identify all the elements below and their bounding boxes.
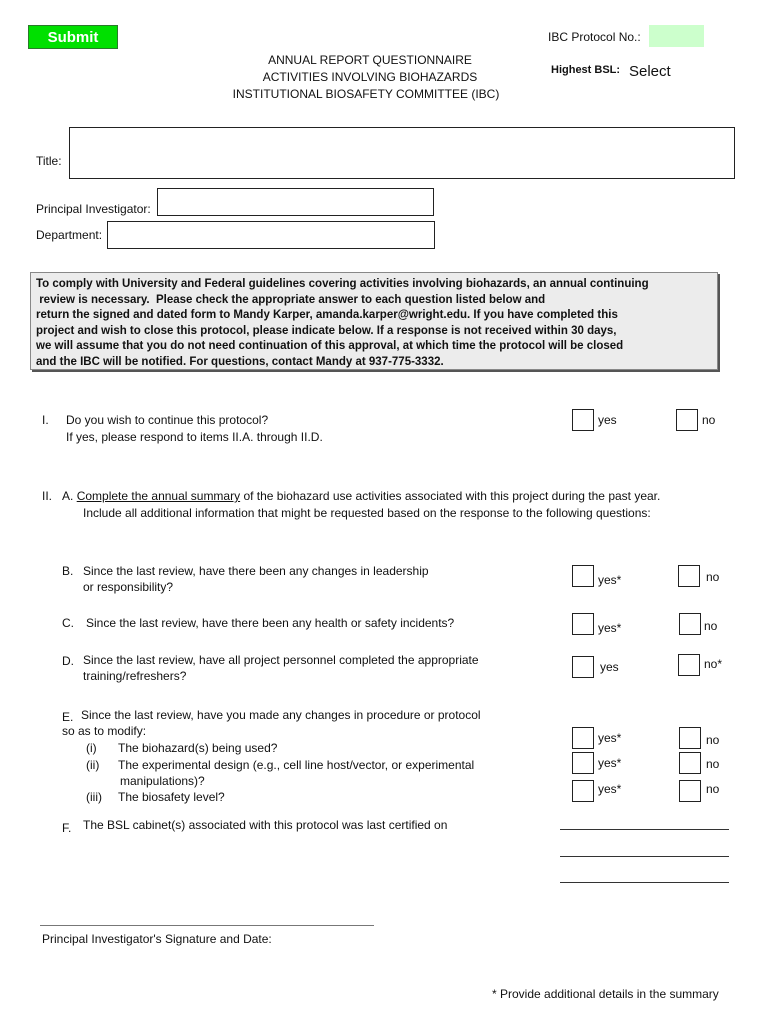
qe-iii-no-label: no <box>706 782 720 796</box>
question-2a-rest: of the biohazard use activities associated with this project during the past year. <box>240 489 661 503</box>
signature-label: Principal Investigator's Signature and Date: <box>42 932 272 946</box>
qb-yes-checkbox[interactable] <box>572 565 594 587</box>
question-c-letter: C. <box>62 616 74 630</box>
qe-iii-yes-label: yes* <box>598 782 622 796</box>
notice-line: and the IBC will be notified. For questions, contact Mandy at 937-775-3332. <box>36 355 444 368</box>
question-d-letter: D. <box>62 654 74 668</box>
question-1-note: If yes, please respond to items II.A. through II.D. <box>66 430 323 444</box>
highest-bsl-label: Highest BSL: <box>551 64 621 76</box>
qc-yes-label: yes* <box>598 621 622 635</box>
instructions-notice <box>30 272 718 370</box>
question-1-text: Do you wish to continue this protocol? <box>66 413 269 427</box>
certification-date-line[interactable] <box>560 856 729 857</box>
signature-line[interactable] <box>40 925 374 926</box>
notice-line: return the signed and dated form to Mandy Karper, amanda.karper@wright.edu. If you have completed this <box>36 309 618 321</box>
title-label: Title: <box>36 154 62 168</box>
q1-no-checkbox[interactable] <box>676 409 698 431</box>
title-input[interactable] <box>69 127 735 179</box>
qe-i-yes-checkbox[interactable] <box>572 727 594 749</box>
question-b-text-2: or responsibility? <box>83 580 174 594</box>
question-c-text: Since the last review, have there been any health or safety incidents? <box>86 616 455 630</box>
form-title-line-3: INSTITUTIONAL BIOSAFETY COMMITTEE (IBC) <box>232 87 500 101</box>
q1-yes-label: yes <box>598 413 617 427</box>
qe-ii-no-label: no <box>706 757 720 771</box>
qb-no-label: no <box>706 570 720 584</box>
question-e-item-text: The biosafety level? <box>118 790 225 804</box>
department-input[interactable] <box>107 221 435 249</box>
qd-no-checkbox[interactable] <box>678 654 700 676</box>
department-label: Department: <box>36 228 103 242</box>
question-e-item-text: manipulations)? <box>120 774 205 788</box>
question-e-item-text: The biohazard(s) being used? <box>118 741 278 755</box>
highest-bsl-select[interactable]: Select <box>629 63 671 80</box>
qe-i-no-label: no <box>706 733 720 747</box>
qd-yes-checkbox[interactable] <box>572 656 594 678</box>
pi-label: Principal Investigator: <box>36 202 151 216</box>
footnote: * Provide additional details in the summary <box>492 987 719 1001</box>
qe-ii-no-checkbox[interactable] <box>679 752 701 774</box>
question-e-item-number: (iii) <box>86 790 102 804</box>
certification-date-line[interactable] <box>560 882 729 883</box>
question-1-number: I. <box>42 413 49 427</box>
notice-line: review is necessary. Please check the appropriate answer to each question listed below and <box>36 293 546 306</box>
q1-no-label: no <box>702 413 716 427</box>
question-e-text-2: so as to modify: <box>62 724 147 738</box>
question-2a-letter: A. <box>62 489 74 503</box>
question-2a-line2: Include all additional information that might be requested based on the response to the following questions: <box>83 506 651 520</box>
notice-line: To comply with University and Federal guidelines covering activities involving biohazards, an annual continuing <box>36 278 649 290</box>
notice-line: we will assume that you do not need continuation of this approval, at which time the protocol will be closed <box>36 340 624 352</box>
qe-iii-no-checkbox[interactable] <box>679 780 701 802</box>
qe-ii-yes-checkbox[interactable] <box>572 752 594 774</box>
question-e-item-number: (i) <box>86 741 97 755</box>
question-f-letter: F. <box>62 821 72 835</box>
qc-yes-checkbox[interactable] <box>572 613 594 635</box>
qe-i-yes-label: yes* <box>598 731 622 745</box>
question-d-text-2: training/refreshers? <box>83 669 187 683</box>
q1-yes-checkbox[interactable] <box>572 409 594 431</box>
submit-button[interactable]: Submit <box>28 25 118 49</box>
question-2a-text <box>62 489 660 503</box>
qc-no-label: no <box>704 619 718 633</box>
qb-no-checkbox[interactable] <box>678 565 700 587</box>
question-2-number: II. <box>42 489 53 503</box>
annual-summary-link: Complete the annual summary <box>76 489 241 503</box>
qc-no-checkbox[interactable] <box>679 613 701 635</box>
form-title-line-2: ACTIVITIES INVOLVING BIOHAZARDS <box>262 70 478 84</box>
notice-line: project and wish to close this protocol, please indicate below. If a response is not received within 30 days, <box>36 324 617 337</box>
question-b-letter: B. <box>62 564 74 578</box>
protocol-number-label: IBC Protocol No.: <box>548 30 641 44</box>
pi-input[interactable] <box>157 188 434 216</box>
qe-ii-yes-label: yes* <box>598 756 622 770</box>
question-e-letter: E. <box>62 710 74 724</box>
qd-no-label: no* <box>704 657 723 671</box>
question-f-text: The BSL cabinet(s) associated with this protocol was last certified on <box>83 818 448 832</box>
qe-i-no-checkbox[interactable] <box>679 727 701 749</box>
protocol-number-input[interactable] <box>649 25 704 47</box>
question-b-text: Since the last review, have there been any changes in leadership <box>83 564 429 578</box>
certification-date-line[interactable] <box>560 829 729 830</box>
question-e-item-number: (ii) <box>86 758 100 772</box>
question-e-text: Since the last review, have you made any changes in procedure or protocol <box>81 708 481 722</box>
form-title-line-1: ANNUAL REPORT QUESTIONNAIRE <box>268 53 472 67</box>
question-d-text: Since the last review, have all project personnel completed the appropriate <box>83 653 479 667</box>
question-e-item-text: The experimental design (e.g., cell line host/vector, or experimental <box>118 758 475 772</box>
qd-yes-label: yes <box>600 660 619 674</box>
qe-iii-yes-checkbox[interactable] <box>572 780 594 802</box>
qb-yes-label: yes* <box>598 573 622 587</box>
